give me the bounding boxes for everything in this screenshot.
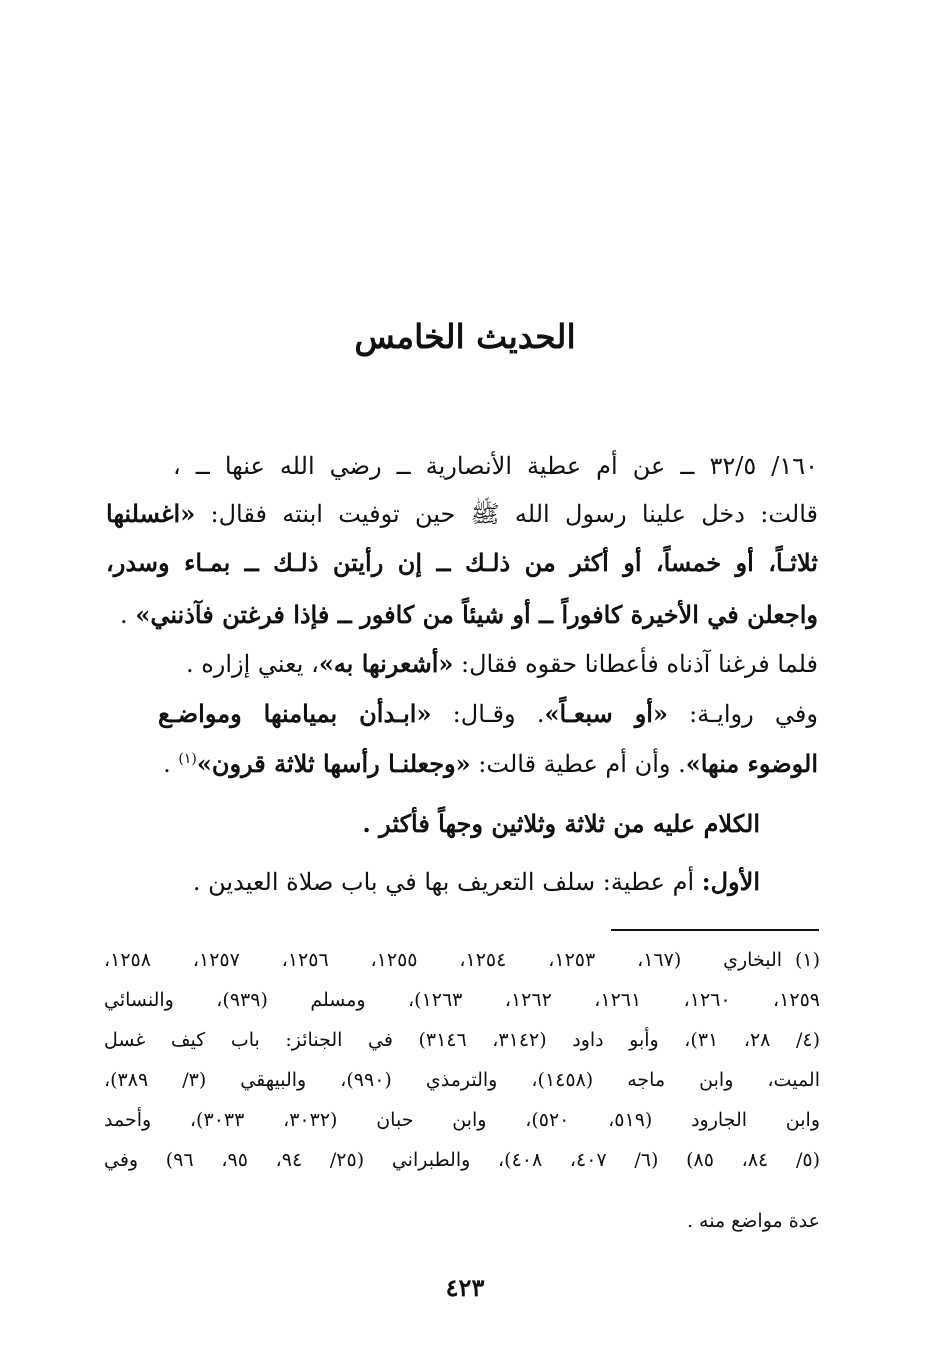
footnote-line-7: عدة مواضع منه . <box>686 1210 820 1232</box>
page-number: ٤٢٣ <box>445 1273 485 1302</box>
footnote-line-5: وابن الجارود (٥١٩، ٥٢٠)، وابن حبان (٣٠٣٢، ٣٠٣٣)، وأحمد <box>104 1109 820 1131</box>
riwaya-line-2-period: . <box>163 750 179 778</box>
footnote-line-4: الميت، وابن ماجه (١٤٥٨)، والترمذي (٩٩٠)، والبيهقي (٣/ ٣٨٩)، <box>104 1069 820 1091</box>
hadith-line-2 <box>106 494 818 534</box>
hadith-quote-end: واجعلن في الأخيرة كافوراً ــ أو شيئاً من كافور ــ فإذا فرغتن فآذنني» <box>135 600 818 629</box>
footnote-marker: (١) <box>794 949 820 971</box>
commentary-intro: الكلام عليه من ثلاثة وثلاثين وجهاً فأكثر . <box>362 809 760 838</box>
footnote-line-1: البخاري (١٦٧، ١٢٥٣، ١٢٥٤، ١٢٥٥، ١٢٥٦، ١٢٥٧، ١٢٥٨، <box>104 949 783 971</box>
commentary-first-text: أم عطية: سلف التعريف بها في باب صلاة العيدين . <box>192 868 702 896</box>
section-title: الحديث الخامس <box>354 317 576 356</box>
riwaya-line-1 <box>158 694 818 734</box>
hadith-quote-start: «اغسلنها <box>106 499 196 528</box>
footnote-separator <box>611 929 819 931</box>
riwaya-quote-ibdaan: «ابـدأن بميامنها ومواضـع <box>158 699 432 728</box>
riwaya-line-2 <box>106 744 818 784</box>
footnote-line-3: (٤/ ٢٨، ٣١)، وأبو داود (٣١٤٢، ٣١٤٦) في الجنائز: باب كيف غسل <box>104 1029 820 1051</box>
hadith-line-5 <box>106 644 818 684</box>
hadith-line-4 <box>106 595 818 635</box>
hadith-line-3: ثلاثـاً، أو خمساً، أو أكثر من ذلـك ــ إن رأيتن ذلـك ــ بمـاء وسدر، <box>106 548 818 577</box>
hadith-line-1: ١٦٠/ ٣٢/٥ ــ عن أم عطية الأنصارية ــ رضي الله عنها ــ ، <box>173 452 819 480</box>
riwaya-qal: . وقـال: <box>431 700 545 728</box>
riwaya-quote-sab: «أو سبعـاً» <box>544 699 668 728</box>
footnote-line-2: ١٢٥٩، ١٢٦٠، ١٢٦١، ١٢٦٢، ١٢٦٣)، ومسلم (٩٣٩)، والنسائي <box>104 989 821 1011</box>
riwaya-intro: وفي روايـة: <box>667 700 818 728</box>
hadith-line-2-text: قالت: دخل علينا رسول الله ﷺ حين توفيت ابنته فقال: <box>195 500 818 528</box>
hadith-line-5-text: فلما فرغنا آذناه فأعطانا حقوه فقال: <box>453 650 818 678</box>
hadith-line-5-tail: ، يعني إزاره . <box>185 650 319 678</box>
footnote-line-6: (٥/ ٨٤، ٨٥) (٦/ ٤٠٧، ٤٠٨)، والطبراني (٢٥/ ٩٤، ٩٥، ٩٦) وفي <box>104 1149 820 1171</box>
riwaya-umm-atiyya: . وأن أم عطية قالت: <box>470 750 686 778</box>
commentary-first <box>110 862 760 902</box>
riwaya-quote-wudu: الوضوء منها» <box>685 749 818 778</box>
commentary-first-label: الأول: <box>701 867 760 896</box>
footnote-reference: (١) <box>178 751 197 767</box>
hadith-quote-ashirnaha: «أشعرنها به» <box>318 649 454 678</box>
riwaya-quote-qurun: «وجعلنـا رأسها ثلاثة قرون» <box>196 749 471 778</box>
hadith-line-4-period: . <box>120 601 136 629</box>
